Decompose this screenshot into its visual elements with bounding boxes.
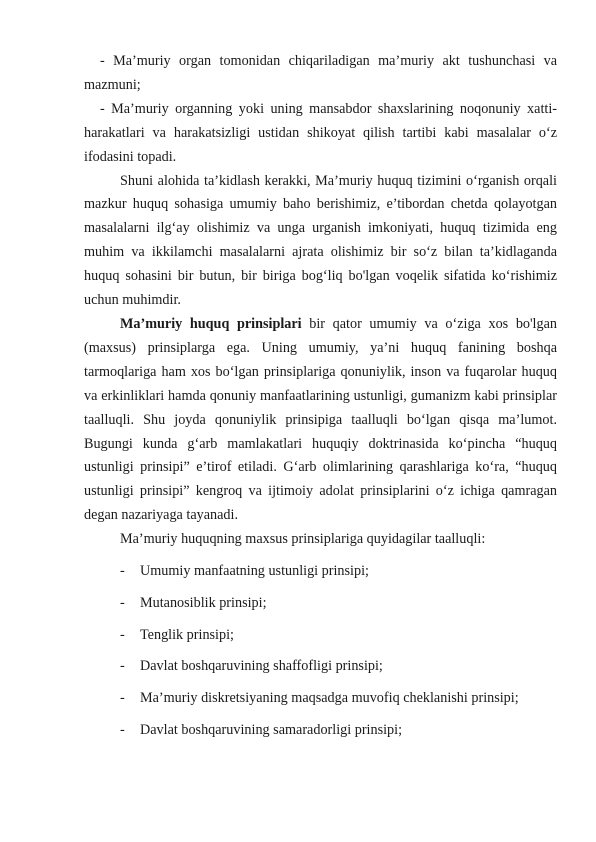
list-item — [84, 624, 557, 648]
list-dash: - — [120, 594, 125, 611]
list-dash: - — [120, 690, 125, 707]
list-item — [84, 719, 557, 743]
principles-text: bir qator umumiy va o‘ziga xos bo'lgan (maxsus) prinsiplarga ega. Uning umumiy, ya’ni huquq fanining boshqa tarmoqlariga ham xos bo‘lgan prinsiplariga qonuniylik, inson va fuqarolar huquq va erkinliklari hamda qonuniy manfaatlarining ustunligi, gumanizm kabi prinsiplar taalluqli. Shu joyda qonuniylik prinsipiga taalluqli bo‘lgan qisqa ma’lumot. Bugungi kunda g‘arb mamlakatlari huquqiy doktrinasida ko‘pincha “huquq ustunligi prinsipi” e’tirof etiladi. G‘arb olimlarining qarashlariga ko‘ra, “huquq ustunligi prinsipi” kengroq va ijtimoiy adolat prinsiplarini o‘z ichiga qamragan degan nazariyaga tayanadi. — [84, 315, 557, 524]
list-item — [84, 560, 557, 584]
special-principles-list — [84, 560, 557, 743]
list-item-text: Mutanosiblik prinsipi; — [140, 594, 267, 611]
paragraph-principles — [84, 313, 557, 528]
list-item-text: Umumiy manfaatning ustunligi prinsipi; — [140, 563, 369, 580]
special-principles-intro: Ma’muriy huquqning maxsus prinsiplariga quyidagilar taalluqli: — [120, 531, 486, 548]
paragraph-complaint-procedure: - Ma’muriy organning yoki uning mansabdor shaxslarining noqonuniy xatti-harakatlari va harakatsizligi ustidan shikoyat qilish tartibi kabi masalalar o‘z ifodasini topadi. — [84, 100, 557, 165]
paragraph-admin-act: - Ma’muriy organ tomonidan chiqariladigan ma’muriy akt tushunchasi va mazmuni; — [84, 53, 557, 93]
list-item — [84, 592, 557, 616]
list-item-text: Davlat boshqaruvining samaradorligi prinsipi; — [140, 722, 403, 739]
list-item-text: Tenglik prinsipi; — [140, 626, 234, 643]
list-item-text: Ma’muriy diskretsiyaning maqsadga muvofiq cheklanishi prinsipi; — [140, 690, 519, 707]
list-item — [84, 687, 557, 711]
list-dash: - — [120, 658, 125, 675]
list-dash: - — [120, 626, 125, 643]
list-dash: - — [120, 722, 125, 739]
list-item — [84, 655, 557, 679]
paragraph-system-importance: Shuni alohida ta’kidlash kerakki, Ma’muriy huquq tizimini o‘rganish orqali mazkur huquq sohasiga umumiy baho berishimiz, e’tibordan chetda qolayotgan masalalarni ilg‘ay olishimiz va unga urganish imkoniyati, huquq tizimida eng muhim va ikkilamchi masalalarni ajrata olishimiz bir so‘z bilan ta’kidlaganda huquq sohasini bir butun, bir biriga bog‘liq bo'lgan voqelik sifatida ko‘rishimiz uchun muhimdir. — [84, 172, 557, 309]
principles-heading: Ma’muriy huquq prinsiplari — [120, 315, 302, 332]
list-dash: - — [120, 563, 125, 580]
list-item-text: Davlat boshqaruvining shaffofligi prinsipi; — [140, 658, 383, 675]
document-page — [84, 50, 557, 751]
